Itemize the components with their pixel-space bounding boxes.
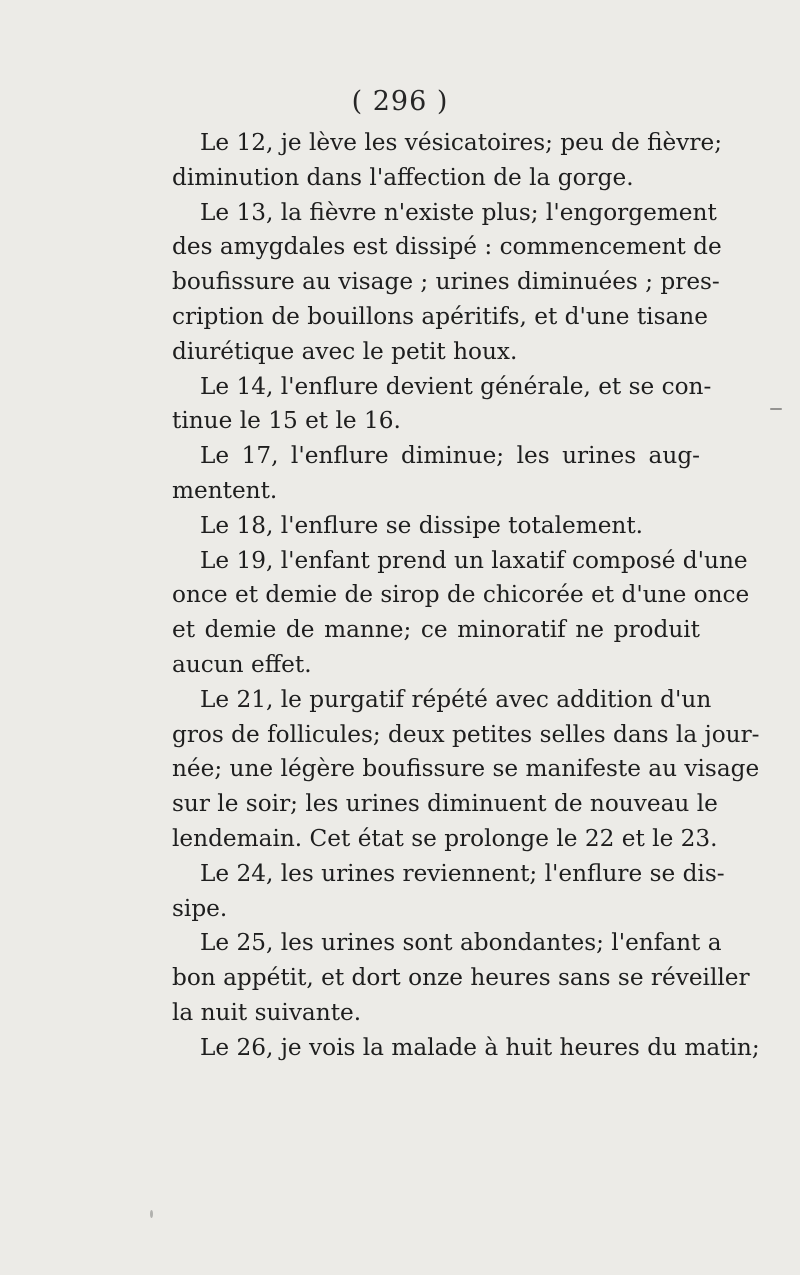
text-line: Le 19, l'enfant prend un laxatif composé d'une: [200, 546, 748, 574]
text-line: diurétique avec le petit houx.: [172, 337, 518, 365]
text-line: Le 25, les urines sont abondantes; l'enfant a: [200, 929, 722, 957]
text-line: tinue le 15 et le 16.: [172, 407, 401, 435]
paper-speck: [590, 765, 596, 771]
text-line: gros de follicules; deux petites selles dans la jour-: [172, 720, 760, 748]
text-line: lendemain. Cet état se prolonge le 22 et le 23.: [172, 824, 718, 852]
text-line: Le 21, le purgatif répété avec addition d'un: [200, 685, 712, 713]
text-line: cription de bouillons apéritifs, et d'une tisane: [172, 302, 708, 330]
text-line: Le 14, l'enflure devient générale, et se con-: [200, 372, 712, 400]
text-line: diminution dans l'affection de la gorge.: [172, 163, 634, 191]
text-line: Le 24, les urines reviennent; l'enflure se dis-: [200, 859, 725, 887]
paper-speck: [150, 1210, 153, 1218]
text-line: mentent.: [172, 476, 278, 504]
text-line: aucun effet.: [172, 650, 312, 678]
text-line: des amygdales est dissipé : commencement de: [172, 233, 722, 261]
page-number: ( 296 ): [351, 86, 449, 117]
text-line: Le 13, la fièvre n'existe plus; l'engorgement: [200, 198, 717, 226]
text-line: sur le soir; les urines diminuent de nouveau le: [172, 790, 718, 818]
text-line: la nuit suivante.: [172, 998, 362, 1026]
body-text: [172, 126, 760, 1066]
paper-speck: [770, 408, 782, 410]
text-line: née; une légère boufissure se manifeste au visage: [172, 755, 760, 783]
text-line: sipe.: [172, 894, 228, 922]
text-line: Le 17, l'enflure diminue; les urines aug-: [200, 442, 700, 470]
text-line: et demie de manne; ce minoratif ne produit: [172, 616, 700, 644]
text-line: boufissure au visage ; urines diminuées ; pres-: [172, 268, 720, 296]
text-line: Le 18, l'enflure se dissipe totalement.: [200, 511, 644, 539]
text-line: Le 12, je lève les vésicatoires; peu de fièvre;: [200, 129, 723, 156]
text-line: Le 26, je vois la malade à huit heures du matin;: [200, 1033, 760, 1061]
text-line: bon appétit, et dort onze heures sans se réveiller: [172, 964, 750, 992]
text-line: once et demie de sirop de chicorée et d'une once: [172, 581, 750, 609]
